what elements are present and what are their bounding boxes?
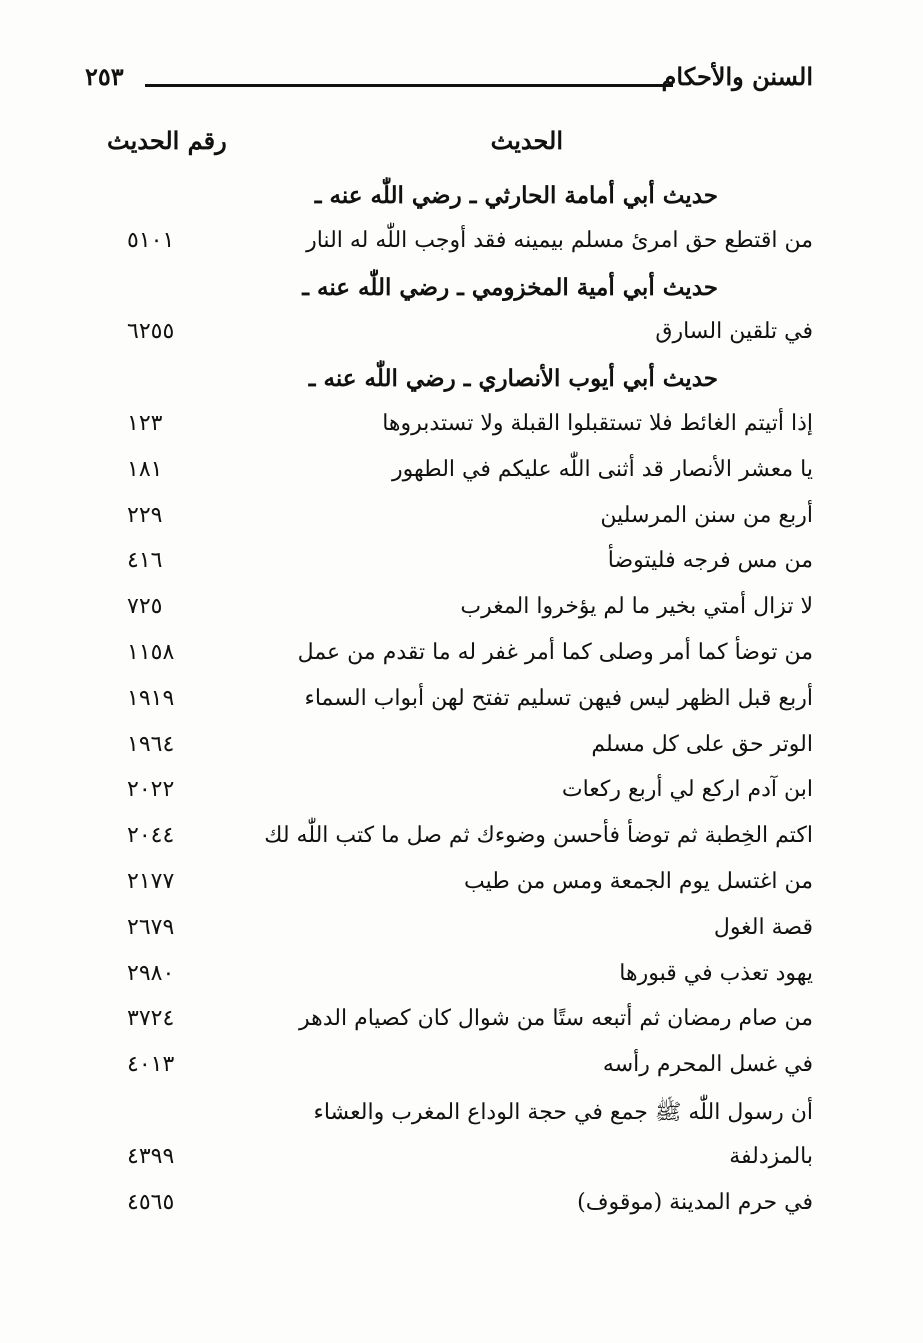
hadith-number: ١٢٣	[127, 410, 163, 436]
hadith-text: يهود تعذب في قبورها	[619, 960, 813, 986]
hadith-text: من توضأ كما أمر وصلى كما أمر غفر له ما تقدم من عمل	[297, 639, 813, 665]
list-item	[85, 407, 813, 453]
section-title: حديث أبي أمامة الحارثي ـ رضي اللّٰه عنه ـ	[314, 182, 718, 209]
hadith-text: ابن آدم اركع لي أربع ركعات	[561, 777, 813, 803]
list-item	[85, 636, 813, 682]
list-item	[85, 1186, 813, 1232]
hadith-number: ٢٦٧٩	[127, 914, 175, 940]
hadith-text: اكتم الخِطبة ثم توضأ فأحسن وضوءك ثم صل ما كتب اللّٰه لك	[264, 823, 813, 849]
page-number: ٢٥٣	[85, 62, 124, 91]
hadith-number: ٣٧٢٤	[127, 1006, 175, 1032]
list-item	[85, 911, 813, 957]
hadith-number: ١٨١	[127, 456, 163, 482]
hadith-number: ١٩١٩	[127, 685, 175, 711]
list-item	[85, 544, 813, 590]
hadith-number: ٢٠٤٤	[127, 823, 175, 849]
hadith-number: ٦٢٥٥	[127, 319, 175, 345]
list-item	[85, 1002, 813, 1048]
column-header-hadith: الحديث	[490, 126, 563, 155]
list-item	[85, 728, 813, 774]
list-item	[85, 224, 813, 270]
hadith-text: أربع من سنن المرسلين	[600, 502, 813, 528]
hadith-number: ٤٣٩٩	[127, 1143, 175, 1169]
section-heading	[85, 270, 813, 316]
hadith-index-list	[85, 178, 813, 1231]
list-item	[85, 1048, 813, 1094]
hadith-text: من مس فرجه فليتوضأ	[607, 548, 813, 574]
list-item	[85, 682, 813, 728]
hadith-number: ٢٩٨٠	[127, 960, 175, 986]
page-header	[85, 58, 813, 102]
hadith-text: في حرم المدينة (موقوف)	[577, 1189, 813, 1215]
list-item	[85, 590, 813, 636]
hadith-number: ٢٠٢٢	[127, 777, 175, 803]
hadith-number: ١٩٦٤	[127, 731, 175, 757]
section-heading	[85, 361, 813, 407]
list-item	[85, 957, 813, 1003]
hadith-number: ٢١٧٧	[127, 868, 175, 894]
hadith-text: أربع قبل الظهر ليس فيهن تسليم تفتح لهن أبواب السماء	[304, 685, 813, 711]
column-headers	[85, 126, 813, 166]
hadith-text: بالمزدلفة	[729, 1143, 813, 1169]
hadith-number: ٤٥٦٥	[127, 1189, 175, 1215]
list-item	[85, 499, 813, 545]
section-title: حديث أبي أمية المخزومي ـ رضي اللّٰه عنه ـ	[302, 273, 718, 301]
hadith-text: من اقتطع حق امرئ مسلم بيمينه فقد أوجب اللّٰه له النار	[306, 227, 813, 253]
section-heading	[85, 178, 813, 224]
hadith-text: الوتر حق على كل مسلم	[591, 731, 813, 757]
hadith-number: ٥١٠١	[127, 227, 175, 253]
hadith-text: قصة الغول	[713, 914, 813, 940]
list-item	[85, 865, 813, 911]
hadith-text: في غسل المحرم رأسه	[602, 1052, 813, 1078]
hadith-number: ٤٠١٣	[127, 1052, 175, 1078]
list-item	[85, 315, 813, 361]
section-title: حديث أبي أيوب الأنصاري ـ رضي اللّٰه عنه ـ	[308, 365, 718, 393]
list-item	[85, 773, 813, 819]
list-item	[85, 453, 813, 499]
hadith-text: من صام رمضان ثم أتبعه ستًا من شوال كان كصيام الدهر	[298, 1006, 813, 1032]
hadith-text: في تلقين السارق	[655, 319, 813, 345]
hadith-text: لا تزال أمتي بخير ما لم يؤخروا المغرب	[460, 594, 813, 620]
column-header-number: رقم الحديث	[107, 126, 227, 155]
hadith-text: أن رسول اللّٰه ﷺ جمع في حجة الوداع المغرب والعشاء	[313, 1099, 813, 1125]
list-item	[85, 1094, 813, 1140]
list-item	[85, 819, 813, 865]
hadith-text: من اغتسل يوم الجمعة ومس من طيب	[463, 868, 813, 894]
list-item-continuation	[85, 1140, 813, 1186]
hadith-number: ٢٢٩	[127, 502, 163, 528]
header-rule	[145, 84, 673, 87]
hadith-text: يا معشر الأنصار قد أثنى اللّٰه عليكم في الطهور	[392, 456, 813, 482]
running-title: السنن والأحكام	[661, 62, 813, 91]
hadith-number: ١١٥٨	[127, 639, 175, 665]
hadith-number: ٤١٦	[127, 548, 163, 574]
hadith-text: إذا أتيتم الغائط فلا تستقبلوا القبلة ولا تستدبروها	[382, 410, 813, 436]
hadith-number: ٧٢٥	[127, 594, 163, 620]
